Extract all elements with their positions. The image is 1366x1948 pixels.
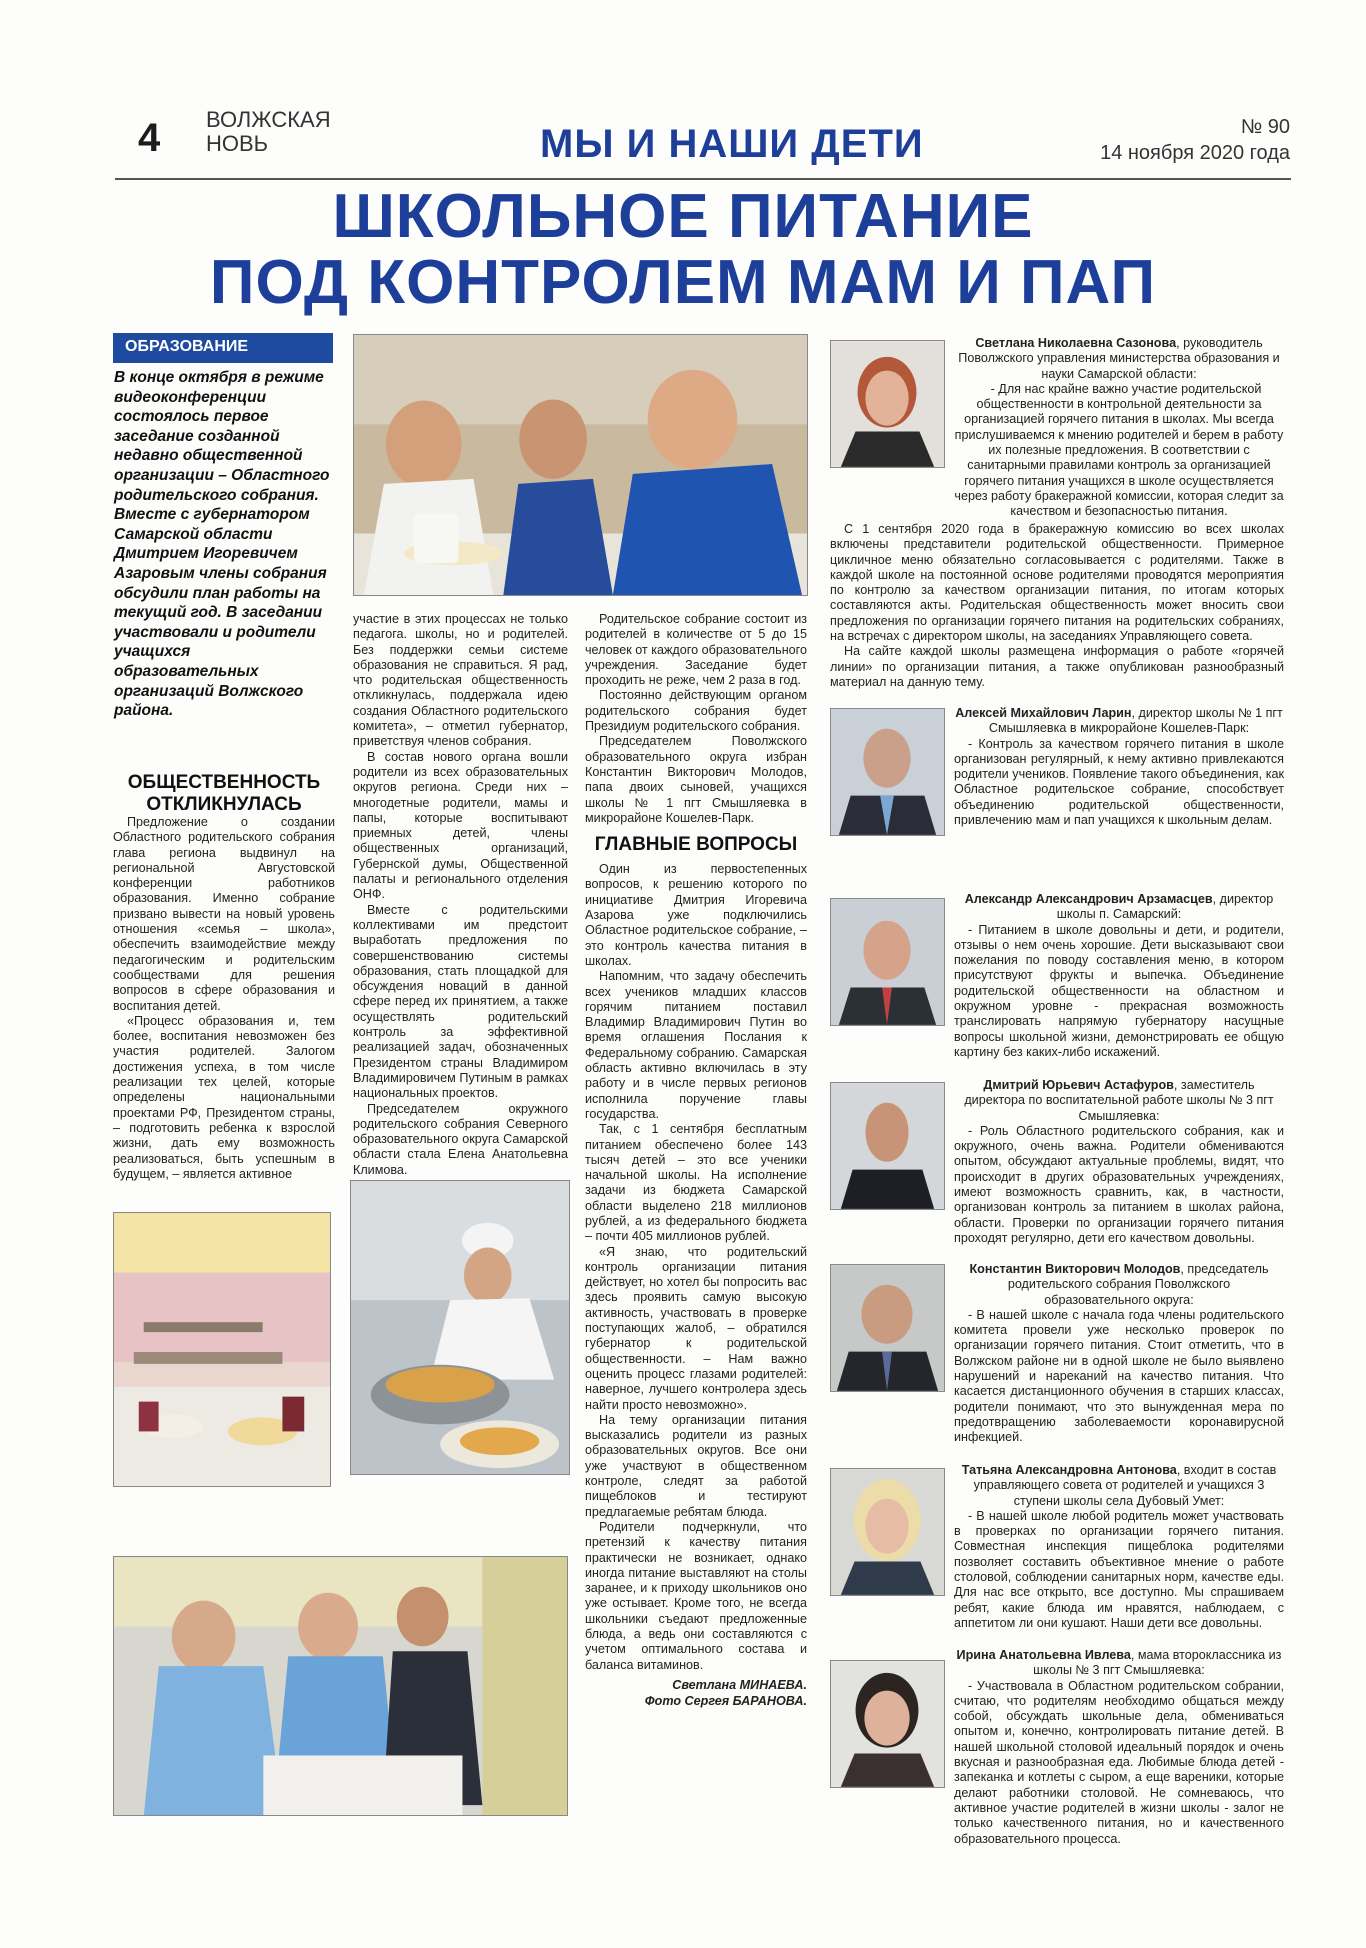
paragraph: Предложение о создании Областного родительского собрания глава региона выдвинул на региональной Августовской конференции работников образования. Именно собрание призвано вывести на новый уровень отношения «семья – школа», обеспечить взаимодействие между педагогическим и родительским сообществами для решения вопросов в сфере образования и воспитания детей.	[113, 815, 335, 1013]
page-number: 4	[138, 116, 161, 160]
issue-info	[1100, 114, 1290, 166]
paragraph: Один из первостепенных вопросов, к решению которого по инициативе Дмитрия Игоревича Азарова уже подключились Областное родительское собрание, – это контроль качества питания в школах.	[585, 862, 807, 968]
quote-ivleva	[830, 1648, 1284, 1847]
issue-date: 14 ноября 2020 года	[1100, 142, 1290, 164]
masthead-rule	[115, 178, 1291, 180]
portrait-sazonova	[830, 340, 945, 468]
paragraph: «Я знаю, что родительский контроль организации питания действует, но хотел бы попросить вас здесь проявить самую высокую активность, участвовать в проверке поступающих жалоб, – обратился губернатор к родительской общественности. – Нам важно оценить процесс глазами родителей: наверное, лучшего контролера здесь найти просто невозможно».	[585, 1244, 807, 1412]
paragraph: На сайте каждой школы размещена информация о работе «горячей линии» по организации питания, а также опубликован разнообразный материал на данную тему.	[830, 644, 1284, 689]
paragraph: Так, с 1 сентября бесплатным питанием обеспечено более 143 тысяч детей – это все ученики начальной школы. На исполнение задачи из бюджета Самарской области выделено 218 миллионов рублей, а из федерального бюджета – почти 405 миллионов рублей.	[585, 1122, 807, 1244]
photo-cook-serving	[350, 1180, 570, 1475]
quote-role: , руководитель Поволжского управления министерства образования и науки Самарской области:	[958, 336, 1280, 381]
quote-text: - Роль Областного родительского собрания, как и окружного, очень важна. Родители обмениваются опытом, обсуждают актуальные проблемы, видят, что происходит в других образовательных учреждениях, имеют возможность сравнить, как, в частности, организован контроль за питанием в школах района, области. Проверки по организации горячего питания проходят регулярно, дети его качеством довольны.	[954, 1123, 1284, 1245]
quote-text: - Питанием в школе довольны и дети, и родители, отзывы о нем очень хорошие. Дети высказывают свои пожелания по поводу составления меню, в котором присутствуют фрукты и выпечка. Объединение родительской общественности на областном и окружном уровне - прекрасная возможность транслировать напрямую губернатору насущные вопросы школьной жизни, демонстрировать ее общую картину без каких-либо искажений.	[954, 922, 1284, 1059]
quote-larin	[954, 706, 1284, 828]
quote-text: - Контроль за качеством горячего питания в школе организован регулярный, к нему активно привлекаются родители учеников. Появление такого объединения, как Областное родительское собрание, способствует объединению родительской общественности, привлечению мам и пап учащихся к школьным делам.	[954, 736, 1284, 828]
paragraph: Председателем окружного родительского собрания Северного образовательного округа Самарской области стала Елена Анатольевна Климова.	[353, 1101, 568, 1177]
quote-name: Алексей Михайлович Ларин	[955, 706, 1132, 720]
rubric-underline	[113, 361, 333, 363]
quote-name: Татьяна Александровна Антонова	[961, 1463, 1177, 1477]
portrait-astafurov	[830, 1082, 945, 1210]
quote-text: - В нашей школе с начала года члены родительского комитета провели уже несколько проверок по организации горячего питания. Стоит отметить, что в Волжском районе ни в одной школе не было выявлено нарушений и нареканий на качество питания. Что касается дистанционного обучения в старших классах, родители понимают, что это вынужденная мера по предотвращению заболеваемости коронавирусной инфекцией.	[954, 1307, 1284, 1445]
quote-role: , директор школы п. Самарский:	[1056, 892, 1274, 922]
column-3	[585, 612, 807, 1709]
article-headline	[100, 184, 1266, 316]
article-lead: В конце октября в режиме видеоконференции состоялось первое заседание созданной недавно общественной организации – Областного родительского собрания. Вместе с губернатором Самарской области Дмитрием Игоревичем Азаровым члены собрания обсудили план работы на текущий год. В заседании участвовали и родители учащихся образовательных организаций Волжского района.	[114, 369, 330, 720]
paragraph: Напомним, что задачу обеспечить всех учеников младших классов горячим питанием поставил Владимир Владимирович Путин во время оглашения Послания к Федеральному собранию. Самарская область активно включилась в эту работу и в числе первых регионов исполнила поручение главы государства.	[585, 969, 807, 1121]
paragraph: С 1 сентября 2020 года в бракеражную комиссию во всех школах включены представители родительской общественности. Примерное цикличное меню обязательно согласовывается с родителями. Также в каждой школе на постоянной основе родителями проводятся мероприятия по контролю за качеством организации питания, по итогам которых составляются акты. Родительская общественность может вносить свои предложения по организации горячего питания на родительских собраниях, на встречах с директором школы, на заседаниях Управляющего совета.	[830, 522, 1284, 644]
quote-name: Константин Викторович Молодов	[969, 1262, 1181, 1276]
quote-role: , входит в состав управляющего совета от родителей и учащихся 3 ступени школы села Дубовый Умет:	[973, 1463, 1277, 1508]
byline-photo: Фото Сергея БАРАНОВА.	[644, 1693, 807, 1708]
quote-arzamastsev	[954, 892, 1284, 1060]
paragraph: Родительское собрание состоит из родителей в количестве от 5 до 15 человек от каждого образовательного учреждения. Заседание будет проходить не реже, чем 2 раза в год.	[585, 612, 807, 688]
quote-name: Светлана Николаевна Сазонова	[975, 336, 1177, 350]
paragraph: Родители подчеркнули, что претензий к качеству питания практически не возникает, однако иногда питание выставляют на столы заранее, и к приходу школьников оно уже остывает. Кроме того, не всегда школьники съедают предложенные блюда, а ведь они составляются с учетом оптимального состава и баланса витаминов.	[585, 1519, 807, 1672]
subheading-glavnye-voprosy: ГЛАВНЫЕ ВОПРОСЫ	[594, 834, 798, 856]
quote-name: Дмитрий Юрьевич Астафуров	[983, 1078, 1174, 1092]
paragraph: В состав нового органа вошли родители из всех образовательных округов региона. Среди них – многодетные родители, мамы и папы, которые воспитывают приемных детей, члены общественных организаций, Губернской думы, Общественной палаты и регионального отделения ОНФ.	[353, 749, 568, 902]
paragraph: Председателем Поволжского образовательного округа избран Константин Викторович Молодов, папа двоих сыновей, учащихся школы № 1 пгт Смышляевка в микрорайоне Кошелев-Парк.	[585, 734, 807, 825]
paragraph: Вместе с родительскими коллективами им предстоит выработать предложения по совершенствованию системы образования, стать площадкой для обсуждения новаций в данной сфере перед их принятием, а также осуществлять родительский контроль за эффективной реализацией задач, обозначенных Президентом страны Владимиром Владимировичем Путиным в рамках национальных проектов.	[353, 902, 568, 1101]
photo-children-eating	[353, 334, 808, 596]
quote-antonova	[954, 1463, 1284, 1631]
quote-name: Александр Александрович Арзамасцев	[964, 892, 1213, 906]
portrait-antonova	[830, 1468, 945, 1596]
quote-molodov	[954, 1262, 1284, 1446]
column-2	[353, 612, 568, 1178]
portrait-larin	[830, 708, 945, 836]
middle-text	[830, 522, 1284, 690]
portrait-arzamastsev	[830, 898, 945, 1026]
photo-parents-inspection	[113, 1556, 568, 1816]
paragraph: На тему организации питания высказались родители из разных образовательных округов. Все они уже участвуют в общественном контроле, следят за работой пищеблоков и тестируют предлагаемые ребятам блюда.	[585, 1412, 807, 1519]
quote-sazonova	[954, 336, 1284, 520]
newspaper-name-line2: НОВЬ	[206, 131, 269, 156]
column-1	[113, 815, 335, 1182]
quote-astafurov	[954, 1078, 1284, 1246]
quote-role: , председатель родительского собрания Поволжского образовательного округа:	[1007, 1262, 1269, 1307]
quote-role: , директор школы № 1 пгт Смышляевка в микрорайоне Кошелев-Парк:	[988, 706, 1283, 736]
paragraph: участие в этих процессах не только педагога. школы, но и родителей. Без поддержки семьи системе образования не справиться. Я рад, что родительская общественность откликнулась, поддержала идею создания Областного родительского комитета», – отметил губернатор, приветствуя членов собрания.	[353, 612, 568, 749]
issue-number: № 90	[1240, 116, 1290, 138]
quote-text: - Участвовала в Областном родительском собрании, считаю, что родителям необходимо общаться между собой, обсуждать школьные дела, обмениваться опытом и, конечно, контролировать питание детей. В нашей школьной столовой идеальный порядок и очень вкусная и разнообразная еда. Любимые блюда детей - запеканка и котлеты с сыром, а еще вареники, которые делают работники столовой. Не сомневаюсь, что активное участие родителей в жизни школы - залог не только качественного питания, но и качественного образовательного процесса.	[954, 1678, 1284, 1846]
quote-role: , заместитель директора по воспитательной работе школы № 3 пгт Смышляевка:	[964, 1078, 1274, 1123]
quote-text: - Для нас крайне важно участие родительской общественности в контрольной деятельности за организацией горячего питания в школах. Мы всегда прислушиваемся к мнению родителей и берем в работу их полезные предложения. В соответствии с санитарными правилами контроль за организацией горячего питания учащихся в школе осуществляется через работу бракеражной комиссии, которая следит за качеством и безопасностью питания.	[954, 381, 1284, 519]
headline-line2: ПОД КОНТРОЛЕМ МАМ И ПАП	[209, 248, 1157, 317]
headline-line1: ШКОЛЬНОЕ ПИТАНИЕ	[332, 182, 1034, 251]
paragraph: Постоянно действующим органом родительского собрания будет Президиум родительского собрания.	[585, 688, 807, 734]
byline-author: Светлана МИНАЕВА.	[672, 1677, 807, 1692]
paragraph: «Процесс образования и, тем более, воспитания невозможен без участия родителей. Залогом достижения успеха, в том числе реализации тех целей, которые определены национальными проектами РФ, Президентом страны, – подготовить ребенка к взрослой жизни, дать ему возможность реализоваться, быть успешным в будущем, – является активное	[113, 1013, 335, 1181]
subheading-obshchestvennost: ОБЩЕСТВЕННОСТЬ ОТКЛИКНУЛАСЬ	[127, 772, 321, 815]
rubric-label: ОБРАЗОВАНИЕ	[113, 333, 333, 361]
quote-role: , мама второклассника из школы № 3 пгт Смышляевка:	[1033, 1648, 1282, 1678]
section-title: МЫ И НАШИ ДЕТИ	[540, 122, 924, 166]
quote-name: Ирина Анатольевна Ивлева	[956, 1648, 1131, 1662]
newspaper-name	[206, 108, 336, 156]
quote-text: - В нашей школе любой родитель может участвовать в проверках по организации горячего питания. Совместная инспекция пищеблока родителями позволяет составить объективное мнение о работе столовой, соблюдении санитарных норм, качестве еды. Для нас все открыто, все доступно. Мы спрашиваем ребят, какие блюда им нравятся, наблюдаем, с аппетитом ли они кушают. Наши дети все довольны.	[954, 1508, 1284, 1630]
newspaper-name-line1: ВОЛЖСКАЯ	[206, 107, 331, 132]
portrait-molodov	[830, 1264, 945, 1392]
photo-canteen-tables	[113, 1212, 331, 1487]
